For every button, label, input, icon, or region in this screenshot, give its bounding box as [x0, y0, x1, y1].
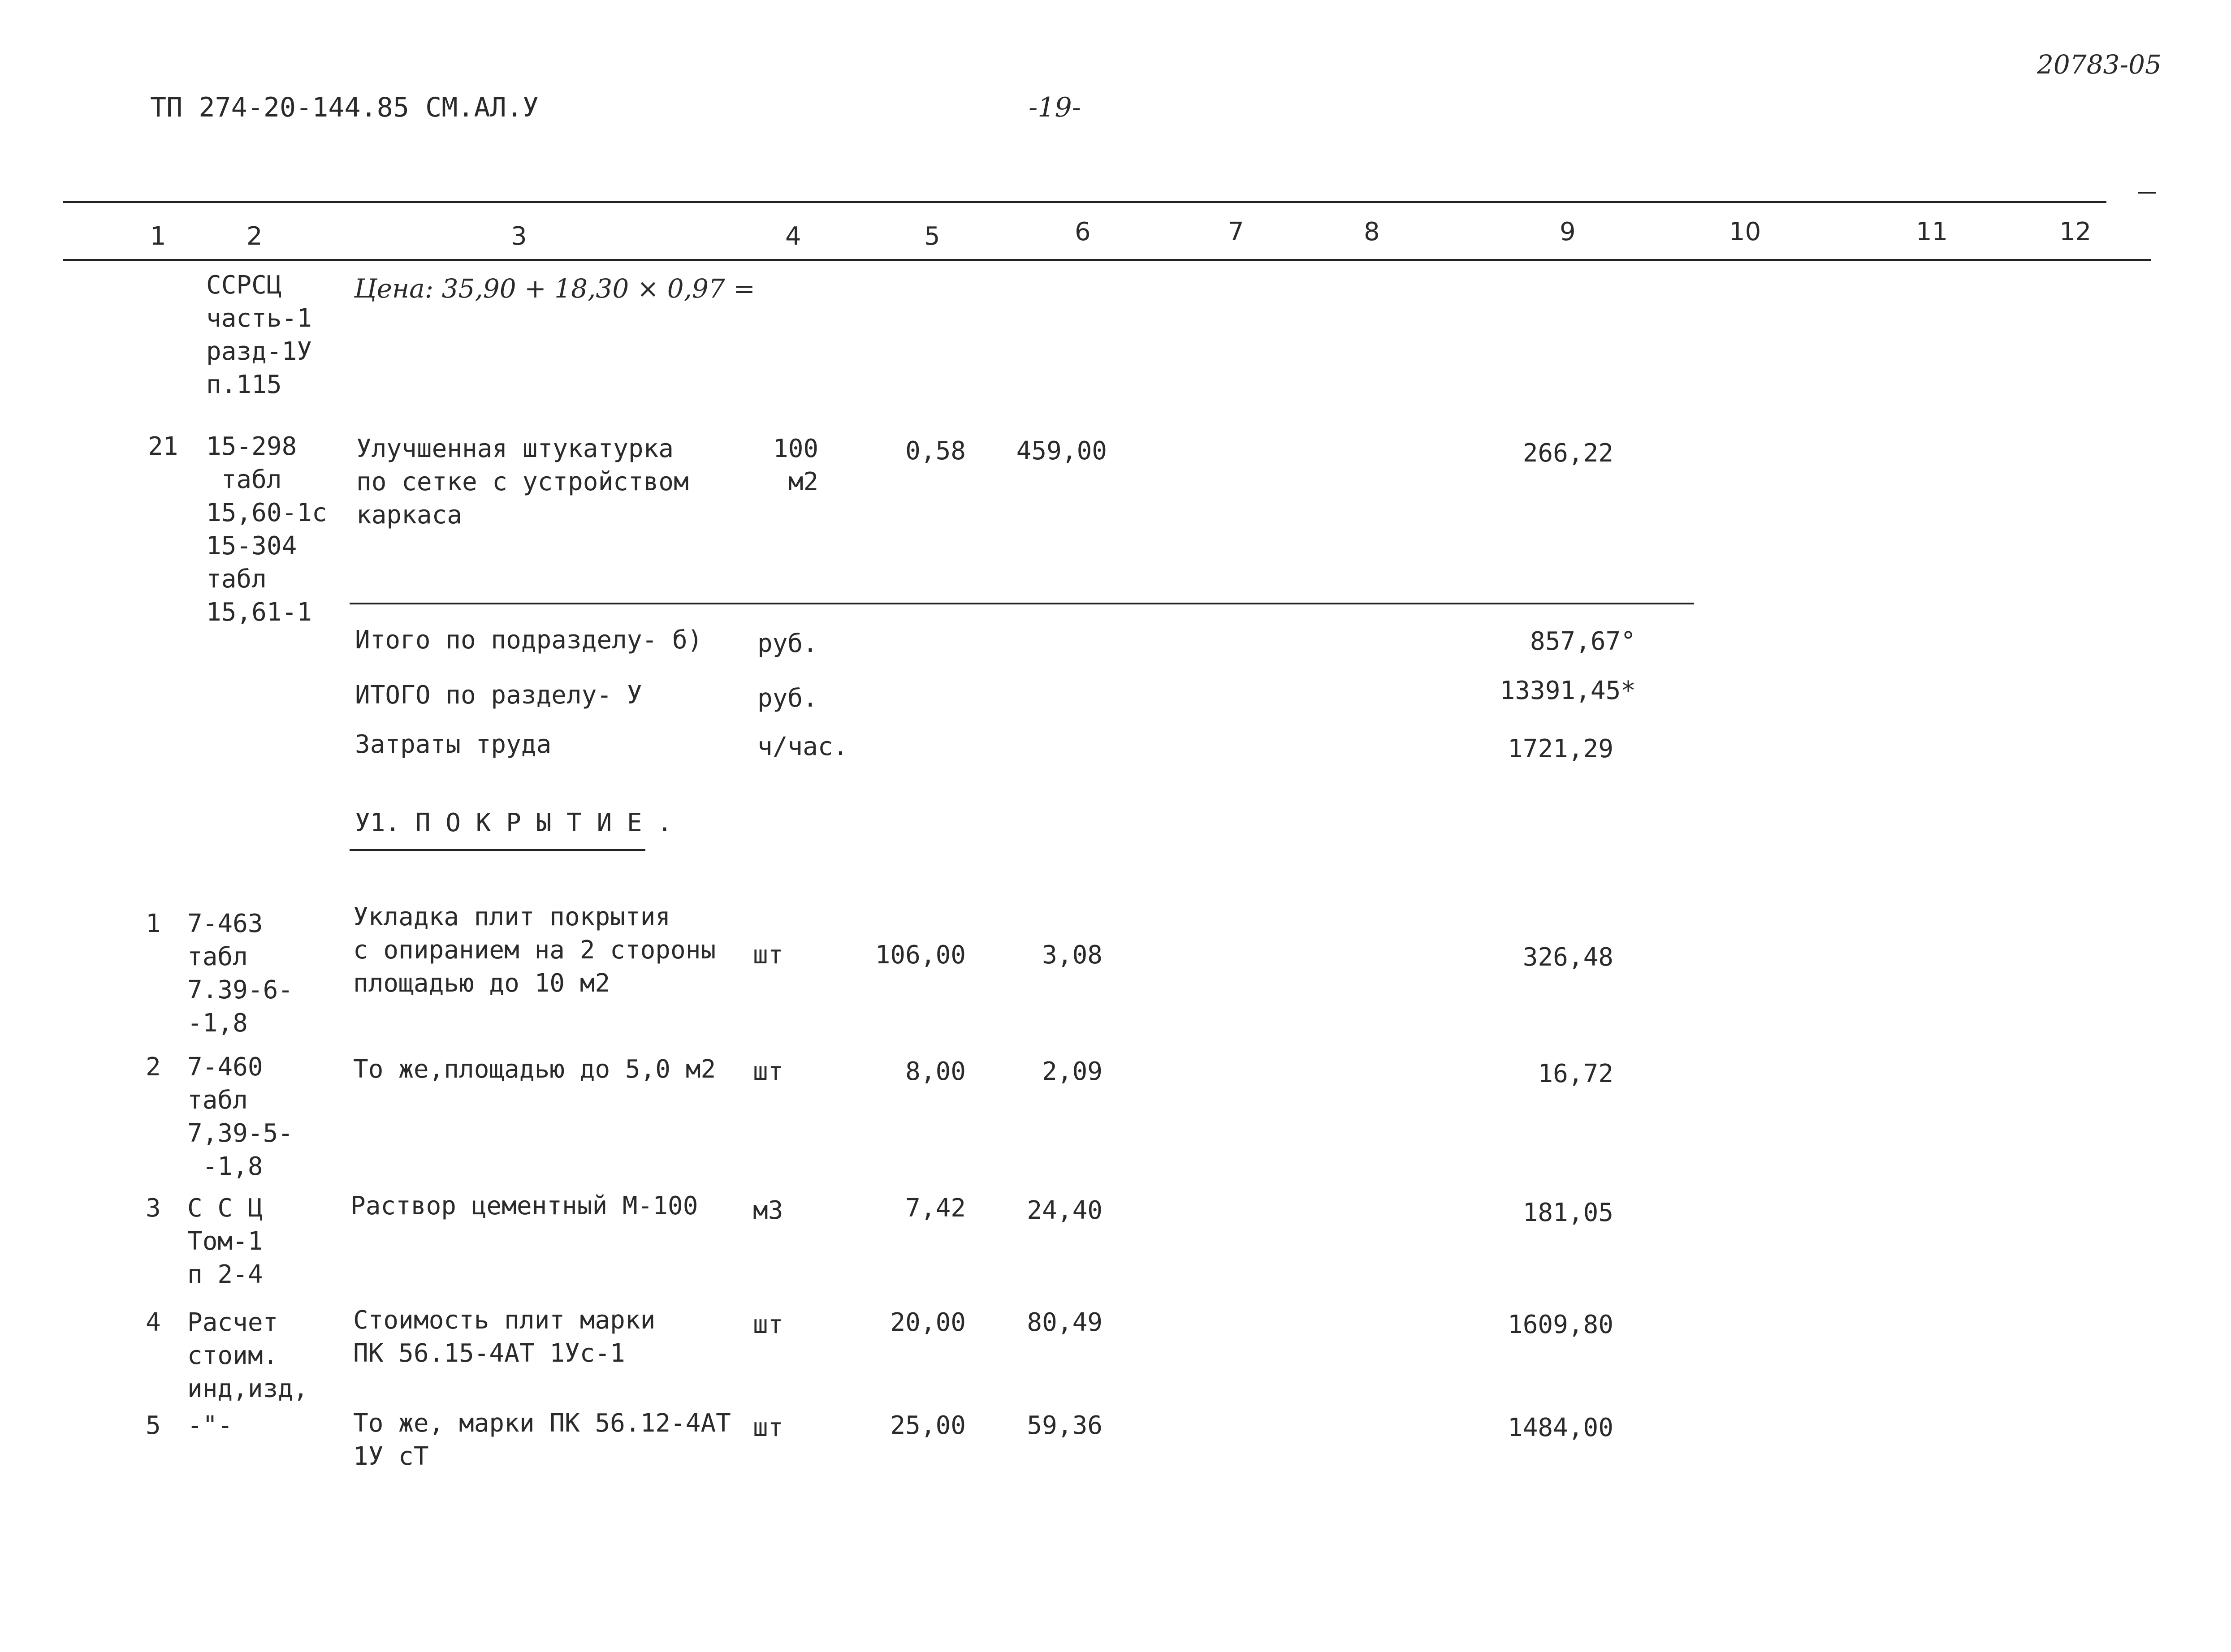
quantity: 7,42 — [905, 1194, 966, 1223]
column-number-1: 1 — [150, 222, 166, 251]
norm-code: 7-460 табл 7,39-5- -1,8 — [187, 1052, 294, 1181]
page-number: -19- — [1029, 92, 1081, 123]
quantity: 20,00 — [890, 1308, 966, 1337]
work-description: Улучшенная штукатурка по сетке с устройством каркаса — [356, 434, 689, 530]
unit-price: 2,09 — [1042, 1057, 1103, 1086]
column-number-4: 4 — [785, 222, 801, 251]
column-number-12: 12 — [2059, 217, 2092, 246]
row-number: 4 — [146, 1308, 161, 1337]
norm-code: С С Ц Том-1 п 2-4 — [187, 1194, 263, 1289]
table-header-bottom-rule — [63, 259, 2151, 261]
total-cost: 1484,00 — [1507, 1413, 1613, 1442]
unit-price: 24,40 — [1027, 1196, 1103, 1225]
total-cost: 16,72 — [1538, 1059, 1613, 1088]
column-number-9: 9 — [1560, 217, 1576, 246]
table-top-rule — [63, 201, 2106, 203]
total-cost: 266,22 — [1522, 439, 1613, 468]
quantity: 25,00 — [890, 1411, 966, 1440]
row-number: 2 — [146, 1052, 161, 1082]
row-number: 5 — [146, 1411, 161, 1440]
labor-cost-label: Затраты труда — [355, 730, 552, 759]
work-description: Укладка плит покрытия с опиранием на 2 стороны площадью до 10 м2 — [353, 902, 716, 998]
section-total-label: ИТОГО по разделу- У — [355, 681, 642, 710]
column-number-2: 2 — [246, 222, 263, 251]
column-number-3: 3 — [511, 222, 527, 251]
column-number-8: 8 — [1364, 217, 1380, 246]
subtotal-rule — [350, 603, 1694, 604]
work-description: То же, марки ПК 56.12-4АТ 1У сТ — [353, 1409, 731, 1471]
unit-of-measure: шт — [753, 1310, 783, 1339]
total-cost: 1609,80 — [1507, 1310, 1613, 1339]
quantity: 8,00 — [905, 1057, 966, 1086]
unit-of-measure: шт — [753, 1413, 783, 1442]
total-cost: 181,05 — [1522, 1198, 1613, 1227]
norm-code: 7-463 табл 7.39-6- -1,8 — [187, 909, 294, 1038]
column-number-6: 6 — [1075, 217, 1091, 246]
unit-of-measure: шт — [753, 1057, 783, 1086]
column-number-10: 10 — [1729, 217, 1761, 246]
unit-price: 59,36 — [1027, 1411, 1103, 1440]
column-number-7: 7 — [1228, 217, 1244, 246]
work-description: Раствор цементный М-100 — [350, 1191, 698, 1221]
quantity: 0,58 — [905, 436, 966, 466]
labor-cost-value: 1721,29 — [1507, 734, 1613, 763]
archive-number: 20783-05 — [2037, 49, 2162, 80]
total-cost: 326,48 — [1522, 943, 1613, 972]
unit-price: 459,00 — [1016, 436, 1107, 466]
row-number: 1 — [146, 909, 161, 938]
unit-price: 3,08 — [1042, 940, 1103, 970]
work-description: Стоимость плит марки ПК 56.15-4АТ 1Ус-1 — [353, 1306, 656, 1368]
unit-of-measure: 100 м2 — [773, 434, 819, 496]
section-title-underline — [350, 849, 645, 851]
section-title: У1. П О К Р Ы Т И Е . — [355, 808, 673, 837]
subtotal-label: Итого по подразделу- б) — [355, 625, 703, 655]
norm-code: Расчет стоим. инд,изд, — [187, 1308, 308, 1403]
column-number-5: 5 — [924, 222, 940, 251]
norm-code: 15-298 табл 15,60-1с 15-304 табл 15,61-1 — [206, 432, 327, 627]
quantity: 106,00 — [875, 940, 966, 970]
row-number: 21 — [148, 432, 178, 461]
section-total-value: 13391,45* — [1500, 676, 1636, 705]
unit-of-measure: шт — [753, 940, 783, 970]
column-number-11: 11 — [1916, 217, 1948, 246]
section-total-unit: руб. — [757, 684, 818, 713]
subtotal-value: 857,67° — [1530, 627, 1636, 656]
norm-code: -"- — [187, 1411, 233, 1440]
price-formula-note: Цена: 35,90 + 18,30 × 0,97 = — [354, 273, 755, 304]
work-description: То же,площадью до 5,0 м2 — [353, 1055, 716, 1084]
document-code: ТП 274-20-144.85 СМ.АЛ.У — [150, 92, 539, 123]
price-reference-code: ССРСЦ часть-1 разд-1У п.115 — [206, 271, 312, 399]
unit-of-measure: м3 — [753, 1196, 783, 1225]
subtotal-unit: руб. — [757, 629, 818, 658]
unit-price: 80,49 — [1027, 1308, 1103, 1337]
row-number: 3 — [146, 1194, 161, 1223]
table-top-rule-tick — [2138, 192, 2156, 194]
labor-cost-unit: ч/час. — [757, 732, 848, 761]
